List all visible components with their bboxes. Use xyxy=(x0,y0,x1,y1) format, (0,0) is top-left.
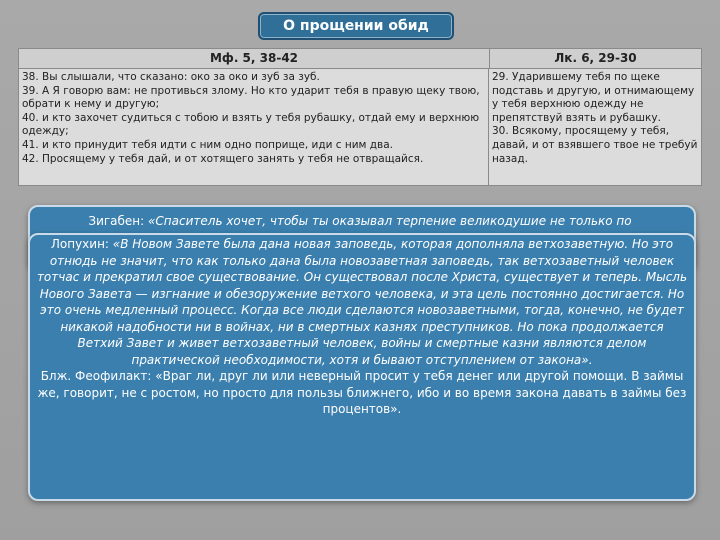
table-header xyxy=(19,49,701,69)
slide-title: О прощении обид xyxy=(258,12,454,40)
luke-verse: 30. Всякому, просящему у тебя, давай, и от взявшего твое не требуй назад. xyxy=(492,125,698,165)
theophylact-text: «Враг ли, друг ли или неверный просит у тебя денег или другой помощи. В займы же, говорит, не с ростом, но просто для пользы ближнего, ибо и во время закона давать в займы без процентов». xyxy=(37,369,687,416)
lopukhin-quote xyxy=(36,236,688,368)
theophylact-quote xyxy=(36,368,688,418)
zigaben-quote xyxy=(14,213,706,230)
luke-verse: 29. Ударившему тебя по щеке подставь и другую, и отнимающему у тебя верхнюю одежду не препятствуй взять и рубашку. xyxy=(492,71,695,124)
luke-text xyxy=(489,69,701,186)
matthew-verse: 39. А Я говорю вам: не противься злому. Но кто ударит тебя в правую щеку твою, обрати к нему и другую; xyxy=(22,84,480,111)
matthew-verse: 42. Просящему у тебя дай, и от хотящего занять у тебя не отвращайся. xyxy=(22,152,424,165)
zigaben-author: Зигабен: xyxy=(88,214,149,228)
matthew-text xyxy=(19,69,489,186)
table-body xyxy=(19,69,701,186)
lopukhin-text: «В Новом Завете была дана новая заповедь, которая дополняла ветхозаветную. Но это отнюдь не значит, что как только дана была новозаветная заповедь, так ветхозаветный человек тотчас и прекратил свое существование. Он существовал после Христа, существует и теперь. Мысль Нового Завета — изгнание и обезоружение ветхого человека, и эта цель постоянно достигается. Но это очень медленный процесс. Когда все люди сделаются новозаветными, тогда, конечно, не будет никакой надобности ни в войнах, ни в смертных казнях преступников. Но пока продолжается Ветхий Завет и живет ветхозаветный человек, войны и смертные казни являются делом практической необходимости, хотя и бывают отступлением от закона». xyxy=(36,237,688,367)
lopukhin-author: Лопухин: xyxy=(50,237,113,251)
theophylact-author: Блж. Феофилакт: xyxy=(40,369,156,383)
matthew-verse: 38. Вы слышали, что сказано: око за око и зуб за зуб. xyxy=(22,71,320,83)
commentary-text xyxy=(36,236,688,418)
zigaben-text: «Спаситель хочет, чтобы ты оказывал терпение великодушие не только по xyxy=(148,214,632,228)
luke-header: Лк. 6, 29-30 xyxy=(554,50,637,65)
matthew-verse: 41. и кто принудит тебя идти с ним одно поприще, иди с ним два. xyxy=(22,138,394,151)
gospel-comparison-table xyxy=(18,48,702,186)
matthew-verse: 40. и кто захочет судиться с тобою и взять у тебя рубашку, отдай ему и верхнюю одежду; xyxy=(22,111,480,138)
matthew-header: Мф. 5, 38-42 xyxy=(19,49,490,68)
